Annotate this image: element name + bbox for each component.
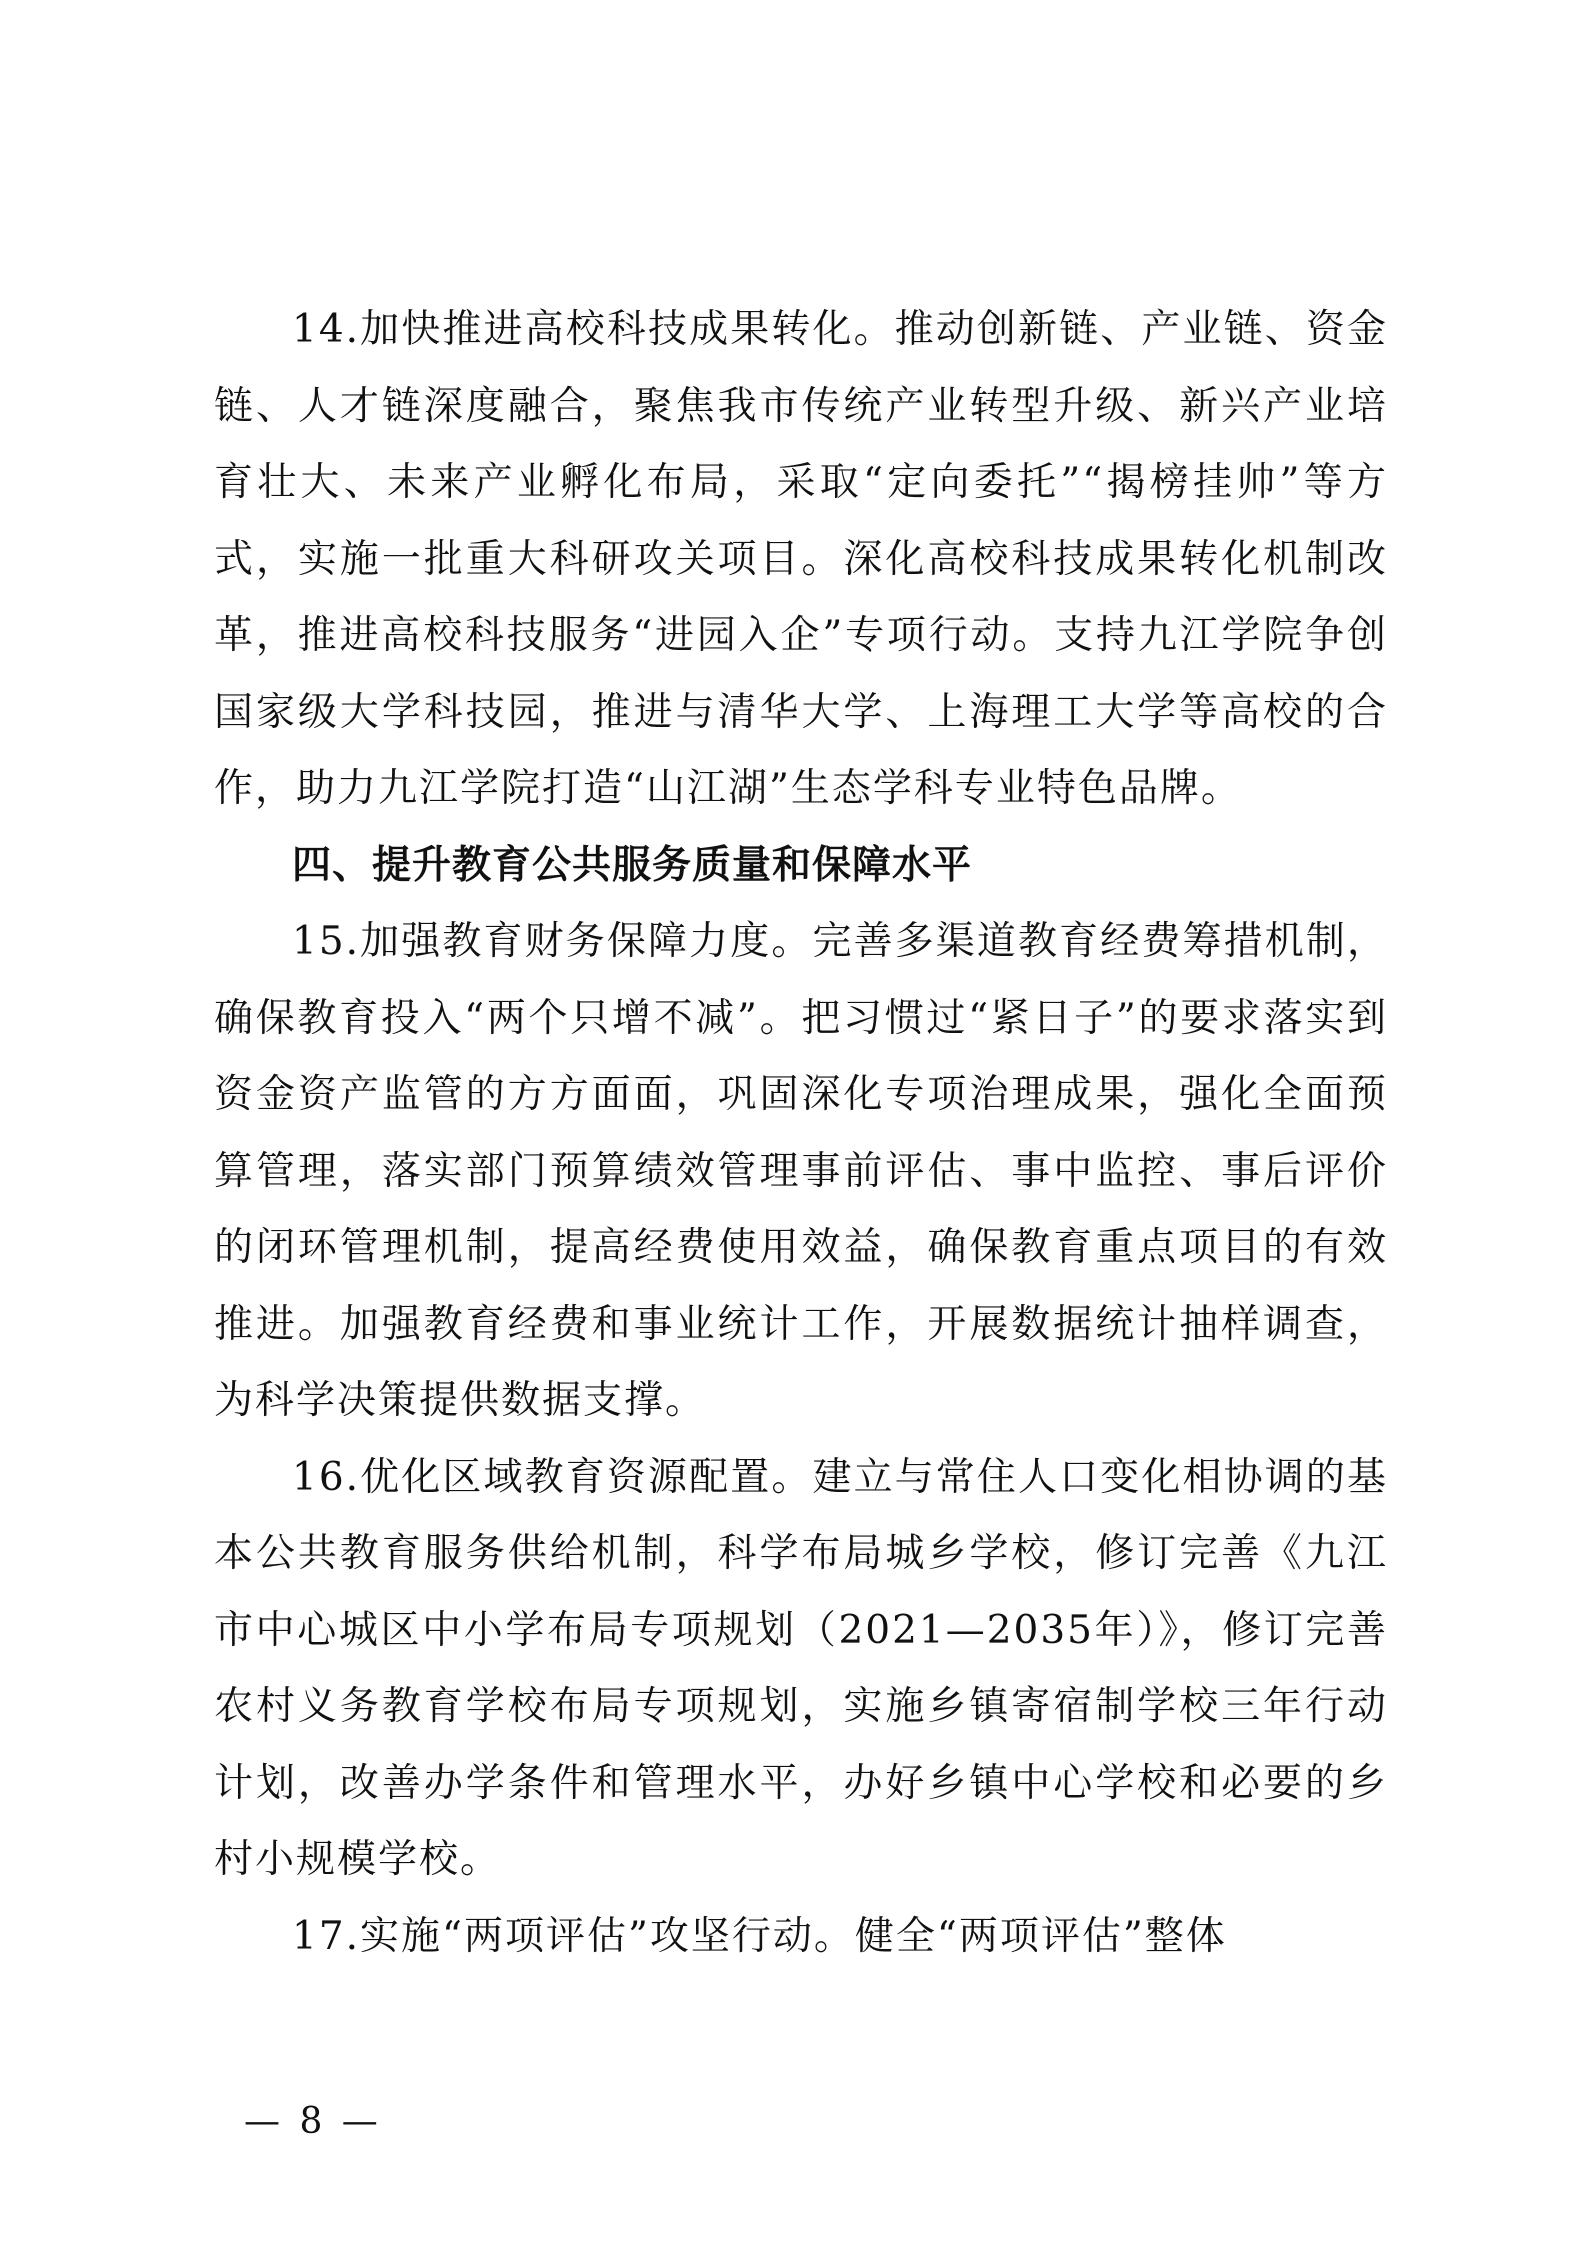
paragraph-item-16: 16.优化区域教育资源配置。建立与常住人口变化相协调的基本公共教育服务供给机制，科学布局城乡学校，修订完善《九江市中心城区中小学布局专项规划（2021—2035年）》，修订完善农村义务教育学校布局专项规划，实施乡镇寄宿制学校三年行动计划，改善办学条件和管理水平，办好乡镇中心学校和必要的乡村小规模学校。 <box>214 1454 1388 1882</box>
paragraph-item-17: 17.实施“两项评估”攻坚行动。健全“两项评估”整体 <box>292 1913 1227 1959</box>
paragraph-item-14: 14.加快推进高校科技成果转化。推动创新链、产业链、资金链、人才链深度融合，聚焦我市传统产业转型升级、新兴产业培育壮大、未来产业孵化布局，采取“定向委托”“揭榜挂帅”等方式，实施一批重大科研攻关项目。深化高校科技成果转化机制改革，推进高校科技服务“进园入企”专项行动。支持九江学院争创国家级大学科技园，推进与清华大学、上海理工大学等高校的合作，助力九江学院打造“山江湖”生态学科专业特色品牌。 <box>214 307 1388 811</box>
section-heading-four: 四、提升教育公共服务质量和保障水平 <box>292 842 973 888</box>
page-number: — 8 — <box>244 2101 382 2142</box>
paragraph-item-15: 15.加强教育财务保障力度。完善多渠道教育经费筹措机制，确保教育投入“两个只增不减”。把习惯过“紧日子”的要求落实到资金资产监管的方方面面，巩固深化专项治理成果，强化全面预算管理，落实部门预算绩效管理事前评估、事中监控、事后评价的闭环管理机制，提高经费使用效益，确保教育重点项目的有效推进。加强教育经费和事业统计工作，开展数据统计抽样调查，为科学决策提供数据支撑。 <box>214 919 1388 1423</box>
document-body <box>214 292 1388 1975</box>
